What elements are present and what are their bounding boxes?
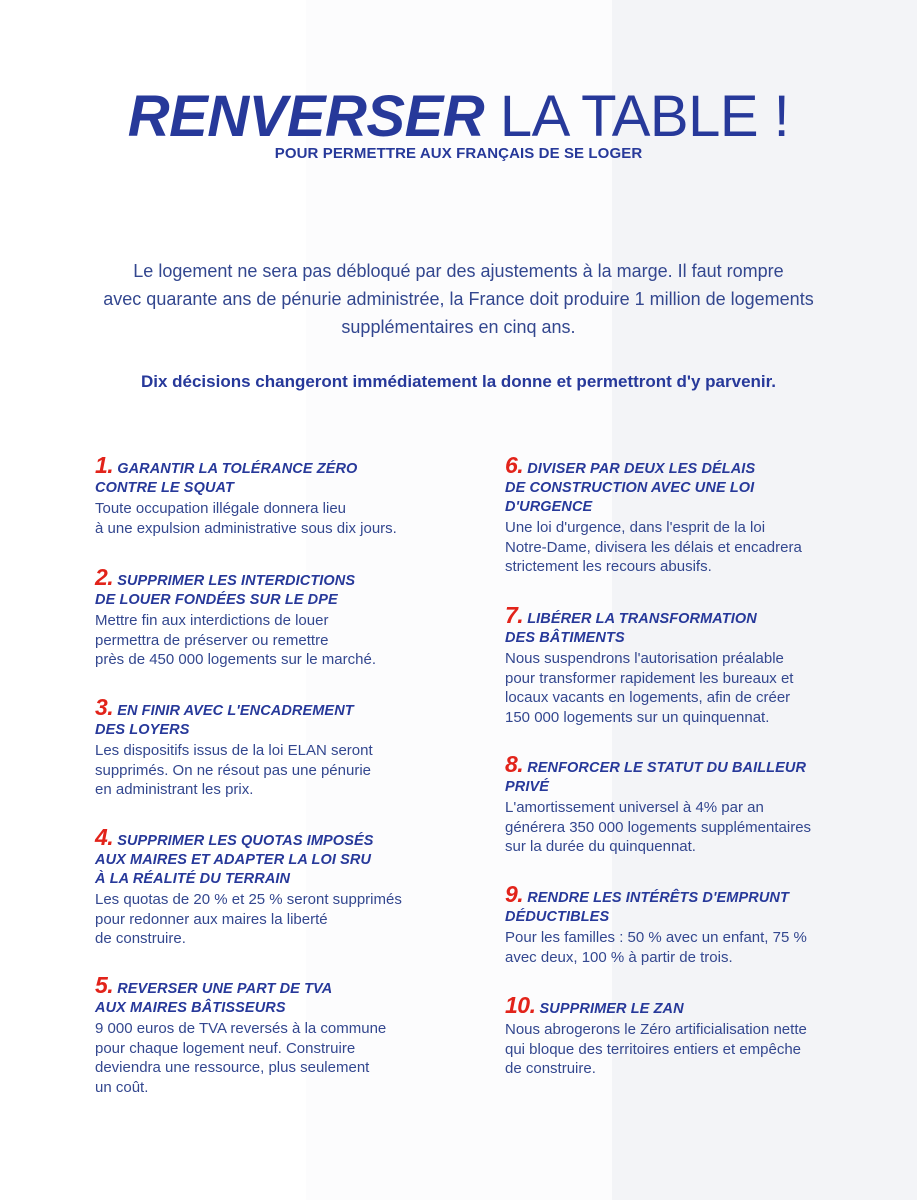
body-line: pour chaque logement neuf. Construire	[95, 1039, 356, 1057]
decision-7	[505, 602, 835, 727]
decision-heading	[505, 602, 835, 648]
body-line: Les dispositifs issus de la loi ELAN seront	[95, 742, 373, 759]
tagline: Dix décisions changeront immédiatement la donne et permettront d'y parvenir.	[140, 372, 777, 391]
body-line: Toute occupation illégale donnera lieu	[95, 500, 347, 517]
body-line: en administrant les prix.	[95, 781, 254, 798]
intro-line: avec quarante ans de pénurie administrée, la France doit produire 1 million de logements	[103, 289, 814, 309]
title-light: LA TABLE !	[499, 84, 790, 149]
decision-10	[505, 992, 835, 1079]
body-line: à une expulsion administrative sous dix jours.	[95, 519, 397, 537]
heading-line: SUPPRIMER LE ZAN	[539, 1001, 684, 1017]
body-line: strictement les recours abusifs.	[505, 558, 712, 575]
decision-body	[505, 1020, 835, 1079]
decision-3	[95, 694, 425, 800]
decision-body	[505, 649, 835, 727]
heading-line: SUPPRIMER LES QUOTAS IMPOSÉS	[117, 833, 374, 849]
page-title	[0, 82, 917, 152]
decision-body	[95, 741, 425, 800]
heading-line: DE LOUER FONDÉES SUR LE DPE	[95, 592, 338, 608]
decision-number: 10.	[505, 992, 536, 1018]
heading-line: AUX MAIRES ET ADAPTER LA LOI SRU	[95, 852, 372, 868]
page-subtitle: POUR PERMETTRE AUX FRANÇAIS DE SE LOGER	[274, 145, 643, 162]
decision-4	[95, 824, 425, 949]
decision-body	[95, 890, 425, 949]
decision-heading	[505, 751, 835, 797]
heading-line: LIBÉRER LA TRANSFORMATION	[527, 611, 757, 627]
decision-heading	[95, 452, 425, 498]
decision-6	[505, 452, 835, 577]
decision-number: 1.	[95, 452, 114, 478]
decision-number: 3.	[95, 694, 114, 720]
body-line: pour transformer rapidement les bureaux et	[505, 669, 794, 687]
heading-line: AUX MAIRES BÂTISSEURS	[95, 1000, 286, 1016]
decision-body	[95, 499, 425, 538]
body-line: Les quotas de 20 % et 25 % seront supprimés	[95, 891, 402, 908]
intro-line: Le logement ne sera pas débloqué par des ajustements à la marge. Il faut rompre	[133, 261, 784, 281]
body-line: Nous abrogerons le Zéro artificialisation nette	[505, 1021, 807, 1038]
heading-line: REVERSER UNE PART DE TVA	[117, 981, 333, 997]
heading-line: GARANTIR LA TOLÉRANCE ZÉRO	[117, 461, 358, 477]
decision-body	[505, 518, 835, 577]
body-line: un coût.	[95, 1078, 149, 1096]
decision-heading	[95, 972, 425, 1018]
body-line: de construire.	[95, 930, 186, 947]
decision-number: 4.	[95, 824, 114, 850]
body-line: deviendra une ressource, plus seulement	[95, 1059, 370, 1076]
heading-line: DES LOYERS	[95, 722, 190, 738]
decision-number: 8.	[505, 751, 524, 777]
title-bold: RENVERSER	[127, 84, 485, 149]
heading-line: RENDRE LES INTÉRÊTS D'EMPRUNT	[527, 890, 789, 906]
decision-1	[95, 452, 425, 538]
heading-line: CONTRE LE SQUAT	[95, 480, 234, 496]
decision-number: 7.	[505, 602, 524, 628]
decision-body	[95, 1019, 425, 1097]
decision-number: 6.	[505, 452, 524, 478]
heading-line: SUPPRIMER LES INTERDICTIONS	[117, 573, 356, 589]
decision-8	[505, 751, 835, 857]
body-line: près de 450 000 logements sur le marché.	[95, 651, 376, 668]
body-line: Une loi d'urgence, dans l'esprit de la loi	[505, 519, 766, 536]
body-line: Mettre fin aux interdictions de louer	[95, 612, 329, 629]
decision-heading	[505, 881, 835, 927]
decision-body	[505, 928, 835, 967]
body-line: générera 350 000 logements supplémentaires	[505, 818, 812, 836]
decision-number: 9.	[505, 881, 524, 907]
decision-number: 5.	[95, 972, 114, 998]
heading-line: DIVISER PAR DEUX LES DÉLAIS	[527, 461, 756, 477]
heading-line: DES BÂTIMENTS	[505, 630, 625, 646]
decision-5	[95, 972, 425, 1097]
heading-line: À LA RÉALITÉ DU TERRAIN	[95, 871, 291, 887]
decision-heading	[505, 992, 835, 1019]
decision-9	[505, 881, 835, 967]
heading-line: RENFORCER LE STATUT DU BAILLEUR	[527, 760, 807, 776]
body-line: locaux vacants en logements, afin de créer	[505, 689, 791, 706]
decision-number: 2.	[95, 564, 114, 590]
decision-body	[505, 798, 835, 857]
decision-heading	[95, 824, 425, 889]
heading-line: DE CONSTRUCTION AVEC UNE LOI	[505, 480, 755, 496]
body-line: avec deux, 100 % à partir de trois.	[505, 948, 733, 966]
decision-body	[95, 611, 425, 670]
decision-2	[95, 564, 425, 670]
heading-line: PRIVÉ	[505, 779, 550, 795]
body-line: de construire.	[505, 1060, 596, 1077]
body-line: qui bloque des territoires entiers et empêche	[505, 1040, 802, 1058]
decision-heading	[505, 452, 835, 517]
body-line: permettra de préserver ou remettre	[95, 631, 329, 649]
body-line: supprimés. On ne résout pas une pénurie	[95, 761, 371, 779]
body-line: 150 000 logements sur un quinquennat.	[505, 708, 770, 726]
decision-heading	[95, 694, 425, 740]
body-line: L'amortissement universel à 4% par an	[505, 799, 764, 816]
body-line: pour redonner aux maires la liberté	[95, 910, 328, 928]
heading-line: D'URGENCE	[505, 499, 593, 515]
heading-line: EN FINIR AVEC L'ENCADREMENT	[117, 703, 354, 719]
body-line: Notre-Dame, divisera les délais et encadrera	[505, 538, 802, 556]
body-line: Nous suspendrons l'autorisation préalable	[505, 650, 784, 667]
decision-heading	[95, 564, 425, 610]
heading-line: DÉDUCTIBLES	[505, 909, 610, 925]
body-line: Pour les familles : 50 % avec un enfant, 75 %	[505, 929, 807, 946]
body-line: sur la durée du quinquennat.	[505, 838, 696, 855]
body-line: 9 000 euros de TVA reversés à la commune	[95, 1020, 387, 1037]
intro-paragraph	[80, 257, 837, 341]
intro-line: supplémentaires en cinq ans.	[341, 317, 576, 337]
